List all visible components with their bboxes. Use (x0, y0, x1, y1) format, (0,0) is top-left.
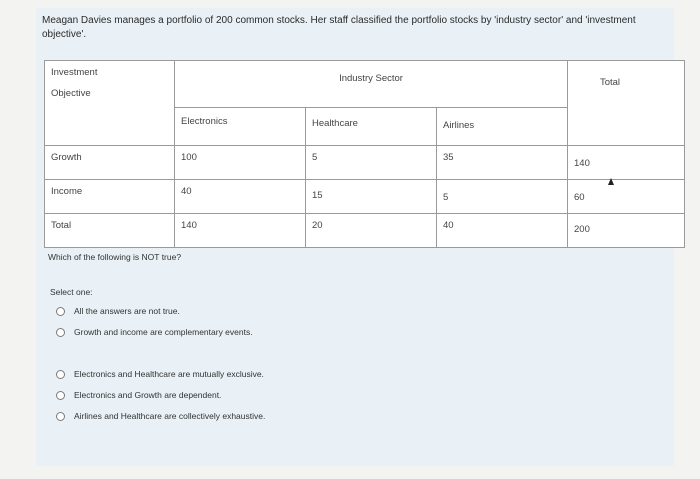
col-header-healthcare: Healthcare (306, 108, 437, 146)
corner-header (45, 61, 175, 146)
radio-button[interactable] (56, 307, 65, 316)
cell-total-healthcare: 20 (306, 214, 437, 248)
answer-option-4[interactable] (56, 390, 221, 400)
col-header-airlines: Airlines (437, 108, 568, 146)
cell-income-healthcare: 15 (306, 180, 437, 214)
industry-sector-header: Industry Sector (175, 61, 568, 108)
radio-button[interactable] (56, 370, 65, 379)
contingency-table (44, 60, 685, 248)
answer-option-label: Airlines and Healthcare are collectively exhaustive. (74, 411, 266, 421)
answer-option-3[interactable] (56, 369, 264, 379)
answer-option-label: Electronics and Healthcare are mutually exclusive. (74, 369, 264, 379)
cell-total-airlines: 40 (437, 214, 568, 248)
select-one-label: Select one: (50, 287, 93, 297)
row-label-growth: Growth (45, 146, 175, 180)
answer-option-5[interactable] (56, 411, 265, 421)
mouse-cursor-icon (608, 178, 614, 185)
cell-growth-total: 140 (568, 146, 685, 180)
cell-income-electronics: 40 (175, 180, 306, 214)
corner-line-1: Investment (51, 67, 98, 78)
row-label-income: Income (45, 180, 175, 214)
row-label-total: Total (45, 214, 175, 248)
cell-income-airlines: 5 (437, 180, 568, 214)
question-prompt: Which of the following is NOT true? (48, 252, 182, 262)
cell-total-electronics: 140 (175, 214, 306, 248)
answer-option-1[interactable] (56, 306, 180, 316)
corner-line-2: Objective (51, 88, 91, 99)
cell-income-total: 60 (568, 180, 685, 214)
radio-button[interactable] (56, 391, 65, 400)
radio-button[interactable] (56, 328, 65, 337)
total-header: Total (568, 61, 685, 146)
answer-option-2[interactable] (56, 327, 253, 337)
radio-button[interactable] (56, 412, 65, 421)
cell-grand-total: 200 (568, 214, 685, 248)
cell-growth-airlines: 35 (437, 146, 568, 180)
question-text: Meagan Davies manages a portfolio of 200 common stocks. Her staff classified the portfolio stocks by 'industry sector' and 'investment objective'. (42, 15, 636, 40)
answer-option-label: Growth and income are complementary events. (74, 327, 253, 337)
col-header-electronics: Electronics (175, 108, 306, 146)
answer-option-label: Electronics and Growth are dependent. (74, 390, 222, 400)
cell-growth-electronics: 100 (175, 146, 306, 180)
cell-growth-healthcare: 5 (306, 146, 437, 180)
answer-option-label: All the answers are not true. (74, 306, 180, 316)
